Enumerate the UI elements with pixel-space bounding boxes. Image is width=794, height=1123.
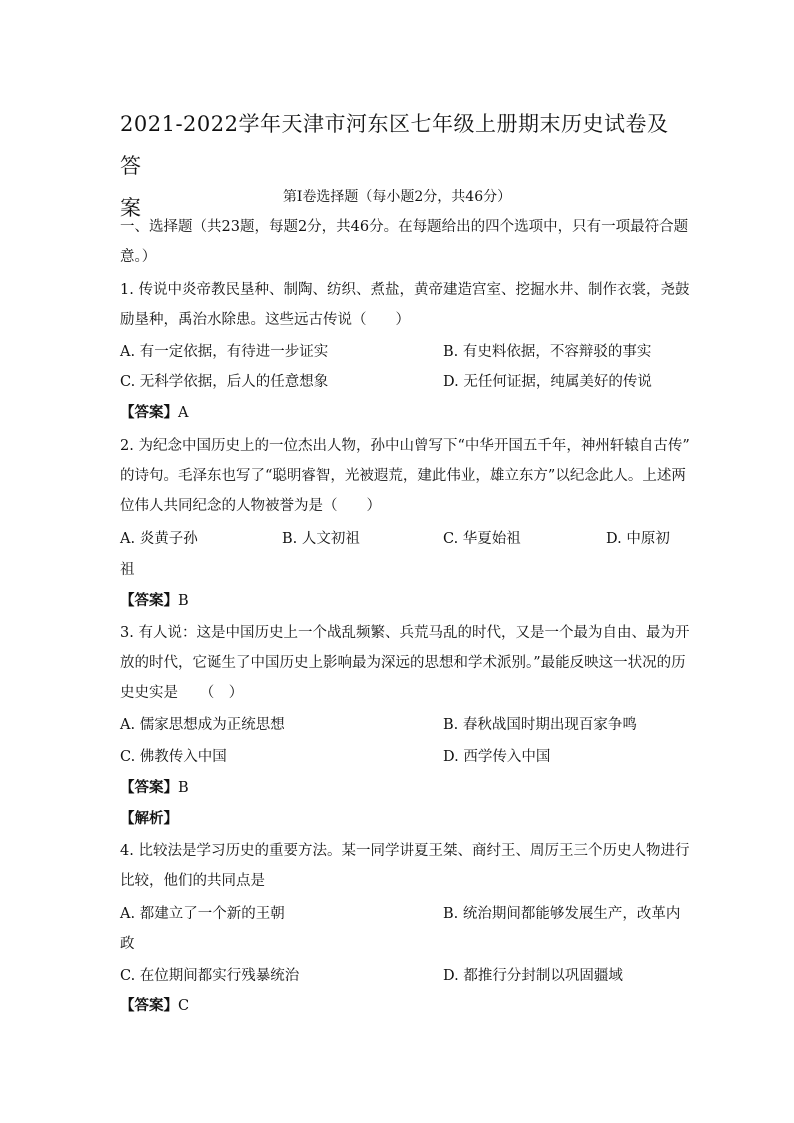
question-4-answer [120,995,189,1017]
question-2-stem-line-2: 的诗句。毛泽东也写了“聪明睿智，光被遐荒，建此伟业，雄立东方”以纪念此人。上述两 [120,468,686,484]
answer-value: B [178,593,189,609]
question-2-option-b: B. 人文初祖 [282,531,360,547]
question-2-option-d-wrap: 祖 [120,562,135,578]
question-4-option-b: B. 统治期间都能够发展生产，改革内 [443,906,681,922]
answer-value: C [178,998,190,1014]
question-2-stem-line-1: 2. 为纪念中国历史上的一位杰出人物，孙中山曾写下“中华开国五千年，神州轩辕自古传” [120,438,690,454]
question-1-option-a: A. 有一定依据，有待进一步证实 [120,344,329,360]
question-3-stem-line-2: 放的时代，它诞生了中国历史上影响最为深远的思想和学术派别。”最能反映这一状况的历 [120,655,686,671]
question-1-option-d: D. 无任何证据，纯属美好的传说 [443,374,652,390]
question-3-analysis [120,808,178,830]
question-2-answer [120,590,189,612]
question-3-stem-line-1: 3. 有人说：这是中国历史上一个战乱频繁、兵荒马乱的时代，又是一个最为自由、最为开 [120,625,690,641]
answer-value: B [178,780,189,796]
question-3-option-a: A. 儒家思想成为正统思想 [120,717,285,733]
question-4-option-c: C. 在位期间都实行残暴统治 [120,968,300,984]
section-subtitle: 第Ⅰ卷选择题（每小题2分，共46分） [282,189,512,205]
question-3-option-b: B. 春秋战国时期出现百家争鸣 [443,717,637,733]
question-2-option-a: A. 炎黄子孙 [120,531,198,547]
question-4-option-a: A. 都建立了一个新的王朝 [120,906,285,922]
document-title [120,103,680,229]
question-1-stem-line-2: 励垦种，禹治水除患。这些远古传说（ ） [120,312,410,328]
answer-label: 【答案】 [120,404,178,421]
answer-value: A [178,405,189,421]
question-1-answer [120,402,188,424]
question-3-option-c: C. 佛教传入中国 [120,749,227,765]
analysis-label: 【解析】 [120,810,178,827]
question-2-stem-line-3: 位伟人共同纪念的人物被誉为是（ ） [120,498,381,514]
answer-label: 【答案】 [120,779,178,796]
question-1-option-b: B. 有史料依据，不容辩驳的事实 [443,344,652,360]
section-instructions-line-1: 一、选择题（共23题，每题2分，共46分。在每题给出的四个选项中，只有一项最符合题 [120,219,689,235]
question-1-option-c: C. 无科学依据，后人的任意想象 [120,374,329,390]
question-3-option-d: D. 西学传入中国 [443,749,551,765]
question-3-answer [120,777,189,799]
question-4-stem-line-1: 4. 比较法是学习历史的重要方法。某一同学讲夏王桀、商纣王、周厉王三个历史人物进行 [120,843,690,859]
answer-label: 【答案】 [120,592,178,609]
question-1-stem-line-1: 1. 传说中炎帝教民垦种、制陶、纺织、煮盐，黄帝建造宫室、挖掘水井、制作衣裳，尧鼓 [120,282,690,298]
section-instructions-line-2: 意。） [120,249,157,265]
question-4-option-b-wrap: 政 [120,936,135,952]
answer-label: 【答案】 [120,997,178,1014]
question-2-option-c: C. 华夏始祖 [443,531,521,547]
question-4-option-d: D. 都推行分封制以巩固疆域 [443,968,623,984]
title-line-1: 2021-2022学年天津市河东区七年级上册期末历史试卷及答 [120,112,669,178]
question-4-stem-line-2: 比较，他们的共同点是 [120,873,265,889]
title-line-2: 案 [120,196,142,220]
question-2-option-d: D. 中原初 [606,531,670,547]
question-3-stem-line-3: 史史实是 （ ） [120,685,244,701]
